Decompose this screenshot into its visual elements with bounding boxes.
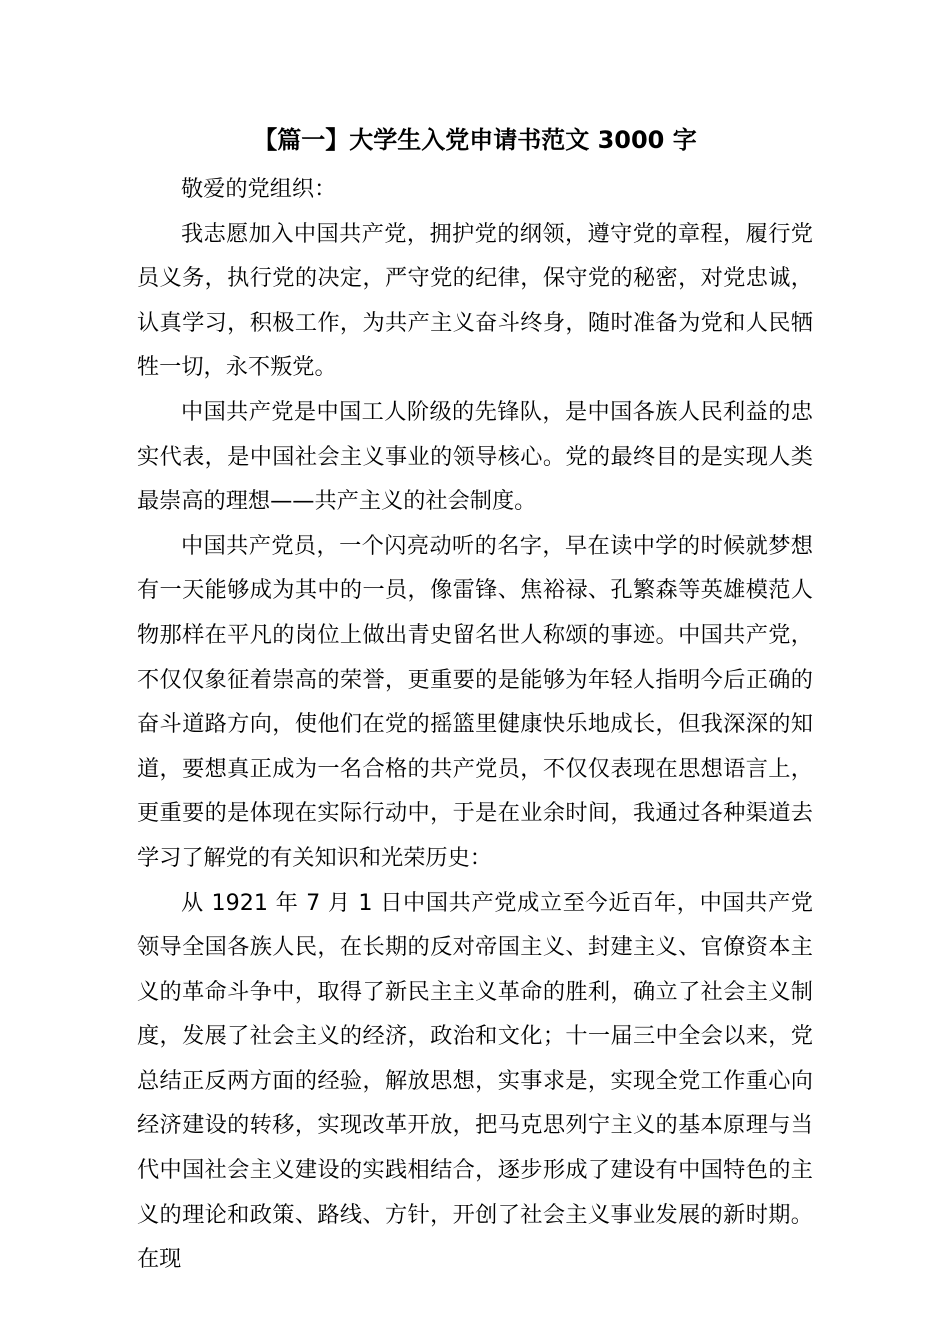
salutation: 敬爱的党组织： — [181, 176, 337, 202]
paragraph-pledge: 我志愿加入中国共产党，拥护党的纲领，遵守党的章程，履行党员义务，执行党的决定，严守党的纪律，保守党的秘密，对党忠诚，认真学习，积极工作，为共产主义奋斗终身，随时准备为党和人民牺牲一切，永不叛党。 — [137, 220, 813, 381]
paragraph-aspiration: 中国共产党员，一个闪亮动听的名字，早在读中学的时候就梦想有一天能够成为其中的一员，像雷锋、焦裕禄、孔繁森等英雄模范人物那样在平凡的岗位上做出青史留名世人称颂的事迹。中国共产党，不仅仅象征着崇高的荣誉，更重要的是能够为年轻人指明今后正确的奋斗道路方向，使他们在党的摇篮里健康快乐地成长，但我深深的知道，要想真正成为一名合格的共产党员，不仅仅表现在思想语言上，更重要的是体现在实际行动中，于是在业余时间，我通过各种渠道去学习了解党的有关知识和光荣历史： — [137, 532, 813, 871]
paragraph-history: 从 1921 年 7 月 1 日中国共产党成立至今近百年，中国共产党领导全国各族人民，在长期的反对帝国主义、封建主义、官僚资本主义的革命斗争中，取得了新民主主义革命的胜利，确立了社会主义制度，发展了社会主义的经济，政治和文化；十一届三中全会以来，党总结正反两方面的经验，解放思想，实事求是，实现全党工作重心向经济建设的转移，实现改革开放，把马克思列宁主义的基本原理与当代中国社会主义建设的实践相结合，逐步形成了建设有中国特色的主义的理论和政策、路线、方针，开创了社会主义事业发展的新时期。在现 — [137, 889, 813, 1273]
document-body — [137, 167, 813, 1282]
paragraph-party-nature: 中国共产党是中国工人阶级的先锋队，是中国各族人民利益的忠实代表，是中国社会主义事业的领导核心。党的最终目的是实现人类最崇高的理想——共产主义的社会制度。 — [137, 398, 813, 515]
document-title: 【篇一】大学生入党申请书范文 3000 字 — [253, 126, 697, 154]
